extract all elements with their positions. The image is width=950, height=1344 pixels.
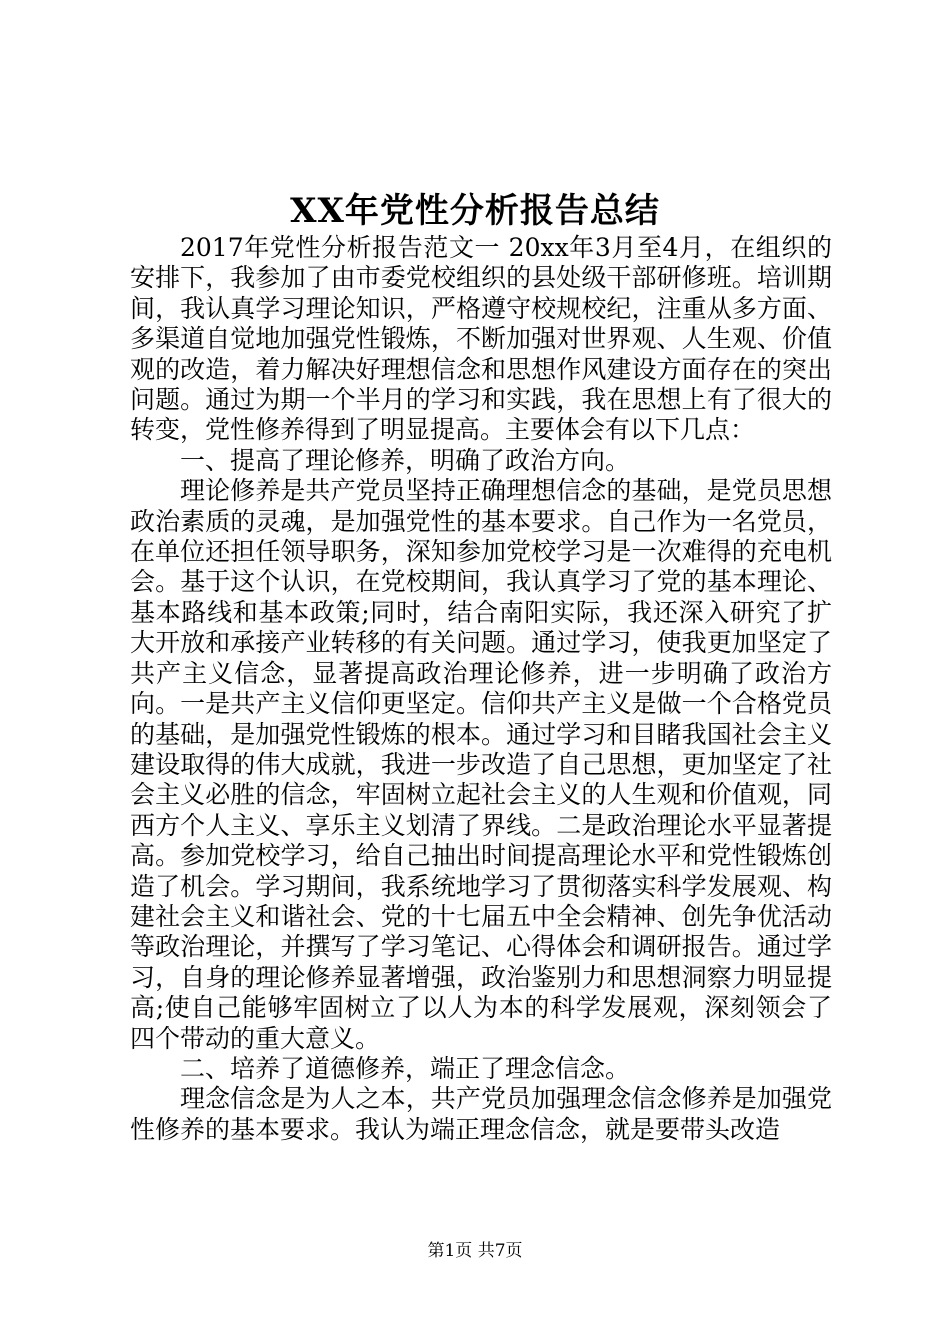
document-body [130, 233, 832, 1145]
document-title: XX年党性分析报告总结 [290, 191, 660, 231]
page-number-footer: 第1页 共7页 [427, 1241, 523, 1261]
paragraph-intro: 2017年党性分析报告范文一 20xx年3月至4月，在组织的安排下，我参加了由市委党校组织的县处级干部研修班。培训期间，我认真学习理论知识，严格遵守校规校纪，注重从多方面、多渠道自觉地加强党性锻炼，不断加强对世界观、人生观、价值观的改造，着力解决好理想信念和思想作风建设方面存在的突出问题。通过为期一个半月的学习和实践，我在思想上有了很大的转变，党性修养得到了明显提高。主要体会有以下几点： [130, 233, 832, 445]
section-heading-1: 一、提高了理论修养，明确了政治方向。 [180, 445, 631, 475]
paragraph-section-2: 理念信念是为人之本，共产党员加强理念信念修养是加强党性修养的基本要求。我认为端正理念信念，就是要带头改造 [130, 1084, 832, 1144]
paragraph-section-1: 理论修养是共产党员坚持正确理想信念的基础，是党员思想政治素质的灵魂，是加强党性的基本要求。自己作为一名党员，在单位还担任领导职务，深知参加党校学习是一次难得的充电机会。基于这个认识，在党校期间，我认真学习了党的基本理论、基本路线和基本政策;同时，结合南阳实际，我还深入研究了扩大开放和承接产业转移的有关问题。通过学习，使我更加坚定了共产主义信念，显著提高政治理论修养，进一步明确了政治方向。一是共产主义信仰更坚定。信仰共产主义是做一个合格党员的基础，是加强党性锻炼的根本。通过学习和目睹我国社会主义建设取得的伟大成就，我进一步改造了自己思想，更加坚定了社会主义必胜的信念，牢固树立起社会主义的人生观和价值观，同西方个人主义、享乐主义划清了界线。二是政治理论水平显著提高。参加党校学习，给自己抽出时间提高理论水平和党性锻炼创造了机会。学习期间，我系统地学习了贯彻落实科学发展观、构建社会主义和谐社会、党的十七届五中全会精神、创先争优活动等政治理论，并撰写了学习笔记、心得体会和调研报告。通过学习，自身的理论修养显著增强，政治鉴别力和思想洞察力明显提高;使自己能够牢固树立了以人为本的科学发展观，深刻领会了四个带动的重大意义。 [130, 476, 832, 1053]
section-heading-2: 二、培养了道德修养，端正了理念信念。 [180, 1053, 631, 1083]
